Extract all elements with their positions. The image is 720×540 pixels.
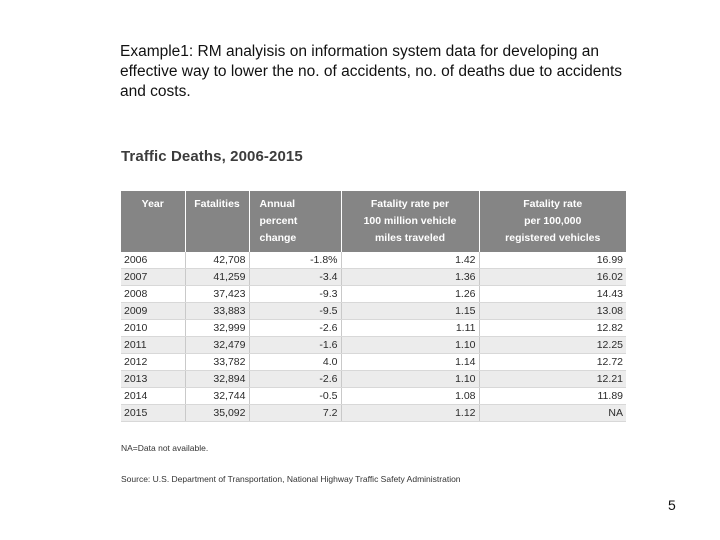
cell-fatalities: 41,259: [185, 269, 249, 286]
cell-fatalities: 33,782: [185, 354, 249, 371]
cell-change: -2.6: [249, 320, 341, 337]
header-rate-vehicles-line2: per 100,000: [524, 215, 582, 227]
header-annual-change-line2: percent: [259, 215, 298, 227]
cell-change: -1.6: [249, 337, 341, 354]
cell-fatalities: 37,423: [185, 286, 249, 303]
header-rate-miles: [341, 191, 479, 252]
cell-year: 2012: [121, 354, 185, 371]
cell-rate-miles: 1.14: [341, 354, 479, 371]
cell-fatalities: 32,479: [185, 337, 249, 354]
cell-change: -0.5: [249, 388, 341, 405]
cell-rate-vehicles: 12.21: [479, 371, 626, 388]
intro-text: Example1: RM analyisis on information system data for developing an effective way to lower the no. of accidents, no. of deaths due to accidents and costs.: [120, 43, 623, 100]
cell-rate-miles: 1.15: [341, 303, 479, 320]
cell-fatalities: 35,092: [185, 405, 249, 422]
cell-change: -1.8%: [249, 252, 341, 269]
cell-rate-miles: 1.36: [341, 269, 479, 286]
table-row: [121, 320, 626, 337]
cell-rate-miles: 1.12: [341, 405, 479, 422]
cell-rate-miles: 1.10: [341, 371, 479, 388]
cell-year: 2010: [121, 320, 185, 337]
cell-change: -2.6: [249, 371, 341, 388]
cell-change: -3.4: [249, 269, 341, 286]
source-note: Source: U.S. Department of Transportation, National Highway Traffic Safety Administration: [121, 474, 461, 484]
cell-year: 2007: [121, 269, 185, 286]
table-row: [121, 269, 626, 286]
page-number: 5: [668, 497, 676, 513]
cell-rate-vehicles: NA: [479, 405, 626, 422]
cell-fatalities: 32,894: [185, 371, 249, 388]
cell-rate-miles: 1.11: [341, 320, 479, 337]
cell-rate-vehicles: 12.82: [479, 320, 626, 337]
cell-fatalities: 32,999: [185, 320, 249, 337]
header-rate-miles-line1: Fatality rate per: [370, 198, 450, 210]
cell-year: 2013: [121, 371, 185, 388]
header-fatalities-line1: Fatalities: [194, 198, 240, 210]
header-rate-vehicles-line3: registered vehicles: [505, 232, 601, 244]
table-row: [121, 354, 626, 371]
cell-year: 2008: [121, 286, 185, 303]
table-row: [121, 286, 626, 303]
cell-rate-miles: 1.42: [341, 252, 479, 269]
cell-rate-miles: 1.26: [341, 286, 479, 303]
cell-change: 4.0: [249, 354, 341, 371]
cell-year: 2009: [121, 303, 185, 320]
cell-rate-vehicles: 16.02: [479, 269, 626, 286]
traffic-deaths-table: [121, 191, 626, 422]
header-rate-vehicles-line1: Fatality rate: [523, 198, 583, 210]
cell-change: -9.3: [249, 286, 341, 303]
header-rate-miles-line2: 100 million vehicle: [363, 215, 457, 227]
header-annual-change-line1: Annual: [259, 198, 296, 210]
table-row: [121, 252, 626, 269]
header-rate-vehicles: [479, 191, 626, 252]
cell-rate-miles: 1.08: [341, 388, 479, 405]
cell-year: 2011: [121, 337, 185, 354]
cell-change: 7.2: [249, 405, 341, 422]
cell-fatalities: 33,883: [185, 303, 249, 320]
table-row: [121, 371, 626, 388]
cell-change: -9.5: [249, 303, 341, 320]
header-year: [121, 191, 185, 252]
table-row: [121, 303, 626, 320]
cell-year: 2015: [121, 405, 185, 422]
cell-rate-vehicles: 12.72: [479, 354, 626, 371]
cell-rate-vehicles: 11.89: [479, 388, 626, 405]
cell-fatalities: 32,744: [185, 388, 249, 405]
cell-year: 2006: [121, 252, 185, 269]
cell-fatalities: 42,708: [185, 252, 249, 269]
table-row: [121, 388, 626, 405]
table-row: [121, 337, 626, 354]
cell-rate-vehicles: 12.25: [479, 337, 626, 354]
header-annual-change: [249, 191, 341, 252]
cell-rate-vehicles: 16.99: [479, 252, 626, 269]
table-row: [121, 405, 626, 422]
header-year-line1: Year: [141, 198, 164, 210]
header-rate-miles-line3: miles traveled: [374, 232, 446, 244]
cell-year: 2014: [121, 388, 185, 405]
header-fatalities: [185, 191, 249, 252]
table-title: Traffic Deaths, 2006-2015: [121, 148, 303, 165]
cell-rate-vehicles: 13.08: [479, 303, 626, 320]
cell-rate-miles: 1.10: [341, 337, 479, 354]
table-header-row: [121, 191, 626, 252]
cell-rate-vehicles: 14.43: [479, 286, 626, 303]
header-annual-change-line3: change: [259, 232, 297, 244]
na-note: NA=Data not available.: [121, 443, 209, 453]
